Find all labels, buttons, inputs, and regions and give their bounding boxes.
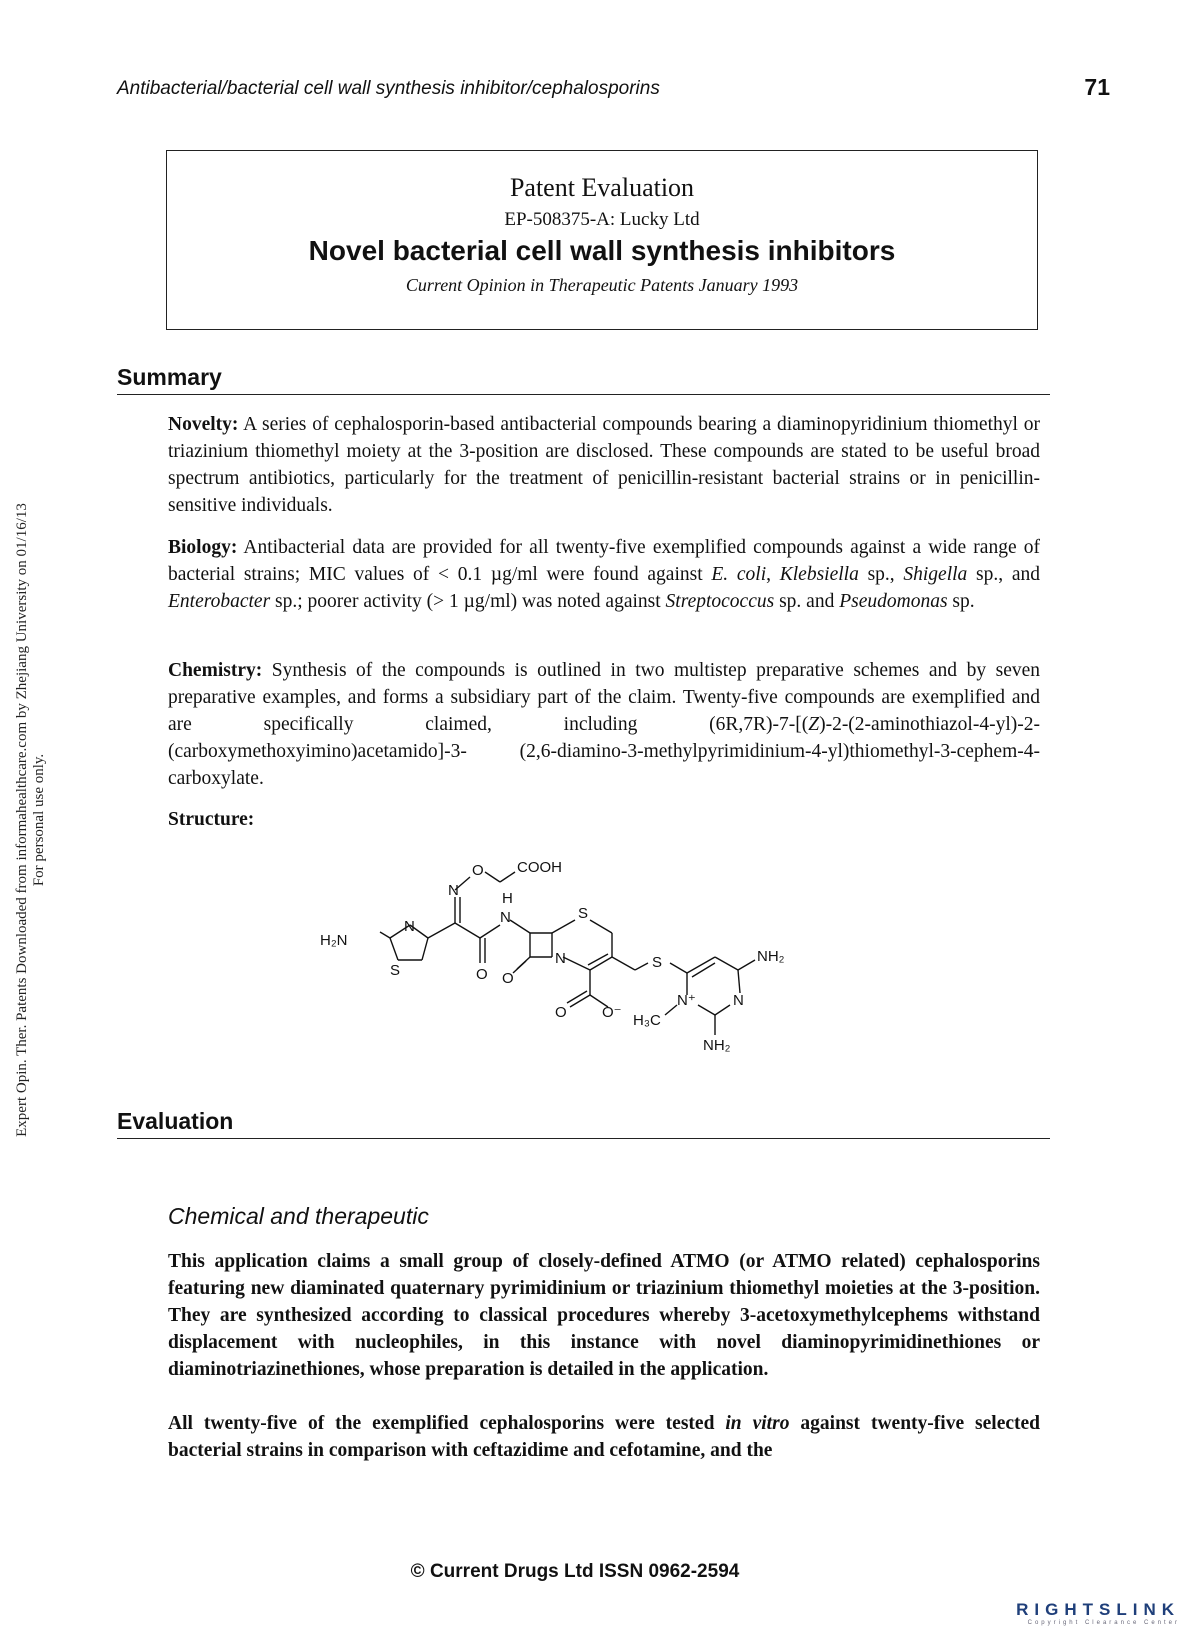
evaluation-paragraph-1: This application claims a small group of closely-defined ATMO (or ATMO related) cephalosporins featuring new diaminated quaternary pyrimidinium or triazinium thiomethyl moieties at the 3-position. They are synthesized according to classical procedures whereby 3-acetoxymethylcephems withstand displacement with nucleophiles, in this instance with novel diaminopyrimidinethiones or diaminotriazinethiones, whose preparation is detailed in the application. bbox=[168, 1251, 1040, 1380]
chemistry-label: Chemistry: bbox=[168, 660, 263, 681]
biology-text-3: sp., and bbox=[976, 564, 1041, 585]
novelty-text: A series of cephalosporin-based antibacterial compounds bearing a diaminopyridinium thiomethyl or triazinium thiomethyl moiety at the 3-position are disclosed. These compounds are stated to be useful broad spectrum antibiotics, particularly for the treatment of penicillin-resistant bacterial strains or in penicillin-sensitive individuals. bbox=[168, 414, 1040, 516]
oxime-o-label: O bbox=[472, 862, 484, 879]
biology-text-1: Antibacterial data are provided for all twenty-five exemplified compounds against a wide range of bacterial strains; MIC values of < 0.1 µg/ml were found against bbox=[168, 537, 1040, 585]
article-title: Novel bacterial cell wall synthesis inhibitors bbox=[308, 235, 896, 266]
carboxylate-ominus-label: O⁻ bbox=[602, 1004, 622, 1021]
nh-n-label: N bbox=[500, 909, 511, 926]
summary-heading: Summary bbox=[117, 364, 1050, 395]
lactam-o-label: O bbox=[502, 970, 514, 987]
oxime-n-label: N bbox=[448, 882, 459, 899]
biology-pseudomonas: Pseudomonas bbox=[839, 591, 948, 612]
side-note-line1: Expert Opin. Ther. Patents Downloaded from informahealthcare.com by Zhejiang University on 01/16/13 bbox=[14, 503, 30, 1137]
pyrimidinium-nplus-label: N⁺ bbox=[677, 992, 696, 1009]
journal-citation: Current Opinion in Therapeutic Patents January 1993 bbox=[405, 275, 799, 295]
cephem-core bbox=[510, 920, 648, 1007]
running-title: Antibacterial/bacterial cell wall synthesis inhibitor/cephalosporins bbox=[117, 78, 660, 99]
biology-text-6: sp. bbox=[952, 591, 975, 612]
rightslink-subtext: Copyright Clearance Center bbox=[1027, 1620, 1180, 1626]
rightslink-text: RIGHTSLINK bbox=[1016, 1600, 1180, 1619]
biology-paragraph bbox=[168, 534, 1040, 615]
patent-number: EP-508375-A: Lucky Ltd bbox=[504, 209, 700, 230]
side-note-line2: For personal use only. bbox=[31, 753, 47, 887]
evaluation-paragraph-2 bbox=[168, 1410, 1040, 1464]
biology-text-2: sp., bbox=[867, 564, 895, 585]
novelty-label: Novelty: bbox=[168, 414, 239, 435]
pyrimidine-n-label: N bbox=[733, 992, 744, 1009]
structure-label bbox=[168, 806, 1040, 833]
biology-shigella: Shigella bbox=[903, 564, 968, 585]
lactam-n-label: N bbox=[555, 950, 566, 967]
rightslink-logo bbox=[1016, 1600, 1180, 1626]
biology-klebsiella: Klebsiella bbox=[779, 564, 859, 585]
novelty-paragraph bbox=[168, 411, 1040, 519]
copyright-footer: © Current Drugs Ltd ISSN 0962-2594 bbox=[410, 1561, 740, 1582]
biology-ecoli: E. coli bbox=[711, 564, 767, 585]
cooh-label: COOH bbox=[517, 859, 562, 876]
evaluation-subheading: Chemical and therapeutic bbox=[168, 1203, 429, 1229]
eval-p2-text-a: All twenty-five of the exemplified cephalosporins were tested bbox=[168, 1413, 715, 1434]
thiazole-ring bbox=[380, 923, 455, 960]
thiazole-n-label: N bbox=[404, 918, 415, 935]
evaluation-heading: Evaluation bbox=[117, 1108, 1050, 1139]
biology-label: Biology: bbox=[168, 537, 238, 558]
nh2-bottom-label: NH₂ bbox=[703, 1037, 731, 1054]
chemical-structure bbox=[320, 845, 850, 1075]
title-box bbox=[166, 150, 1038, 330]
thioether-s-label: S bbox=[652, 954, 663, 971]
nh-h-label: H bbox=[502, 890, 513, 907]
eval-p2-text-b: against twenty-five selected bacterial strains in comparison with ceftazidime and cefotamine, and the bbox=[168, 1413, 1041, 1461]
biology-streptococcus: Streptococcus bbox=[665, 591, 775, 612]
carboxylate-o-label: O bbox=[555, 1004, 567, 1021]
ring-s-label: S bbox=[578, 905, 589, 922]
amide-o-label: O bbox=[476, 966, 488, 983]
biology-text-5: sp. and bbox=[779, 591, 835, 612]
nh2-top-label: NH₂ bbox=[757, 948, 785, 965]
chemistry-z: Z bbox=[808, 714, 820, 735]
chemistry-text-1: Synthesis of the compounds is outlined in two multistep preparative schemes and by seven preparative examples, and forms a subsidiary part of the claim. Twenty-five compounds are exemplified and are specifically claimed, including (6R,7R)-7-[( bbox=[168, 660, 1041, 735]
methyl-label: H₃C bbox=[633, 1012, 661, 1029]
structure-label-text: Structure: bbox=[168, 809, 255, 830]
biology-enterobacter: Enterobacter bbox=[168, 591, 271, 612]
side-note bbox=[14, 460, 48, 1180]
biology-comma: , bbox=[766, 564, 772, 585]
eval-p2-invitro: in vitro bbox=[725, 1413, 790, 1434]
biology-text-4: sp.; poorer activity (> 1 µg/ml) was noted against bbox=[275, 591, 661, 612]
chemistry-text-2: )-2-(2-aminothiazol-4-yl)-2-(carboxymethoxyimino)acetamido]-3- (2,6-diamino-3-methylpyrimidinium-4-yl)thiomethyl-3-cephem-4-carboxylate. bbox=[168, 714, 1040, 789]
h2n-label: H₂N bbox=[320, 932, 348, 949]
patent-evaluation-label: Patent Evaluation bbox=[509, 173, 695, 202]
chemistry-paragraph bbox=[168, 657, 1040, 792]
thiazole-s-label: S bbox=[390, 962, 401, 979]
page-number: 71 bbox=[1084, 74, 1110, 100]
